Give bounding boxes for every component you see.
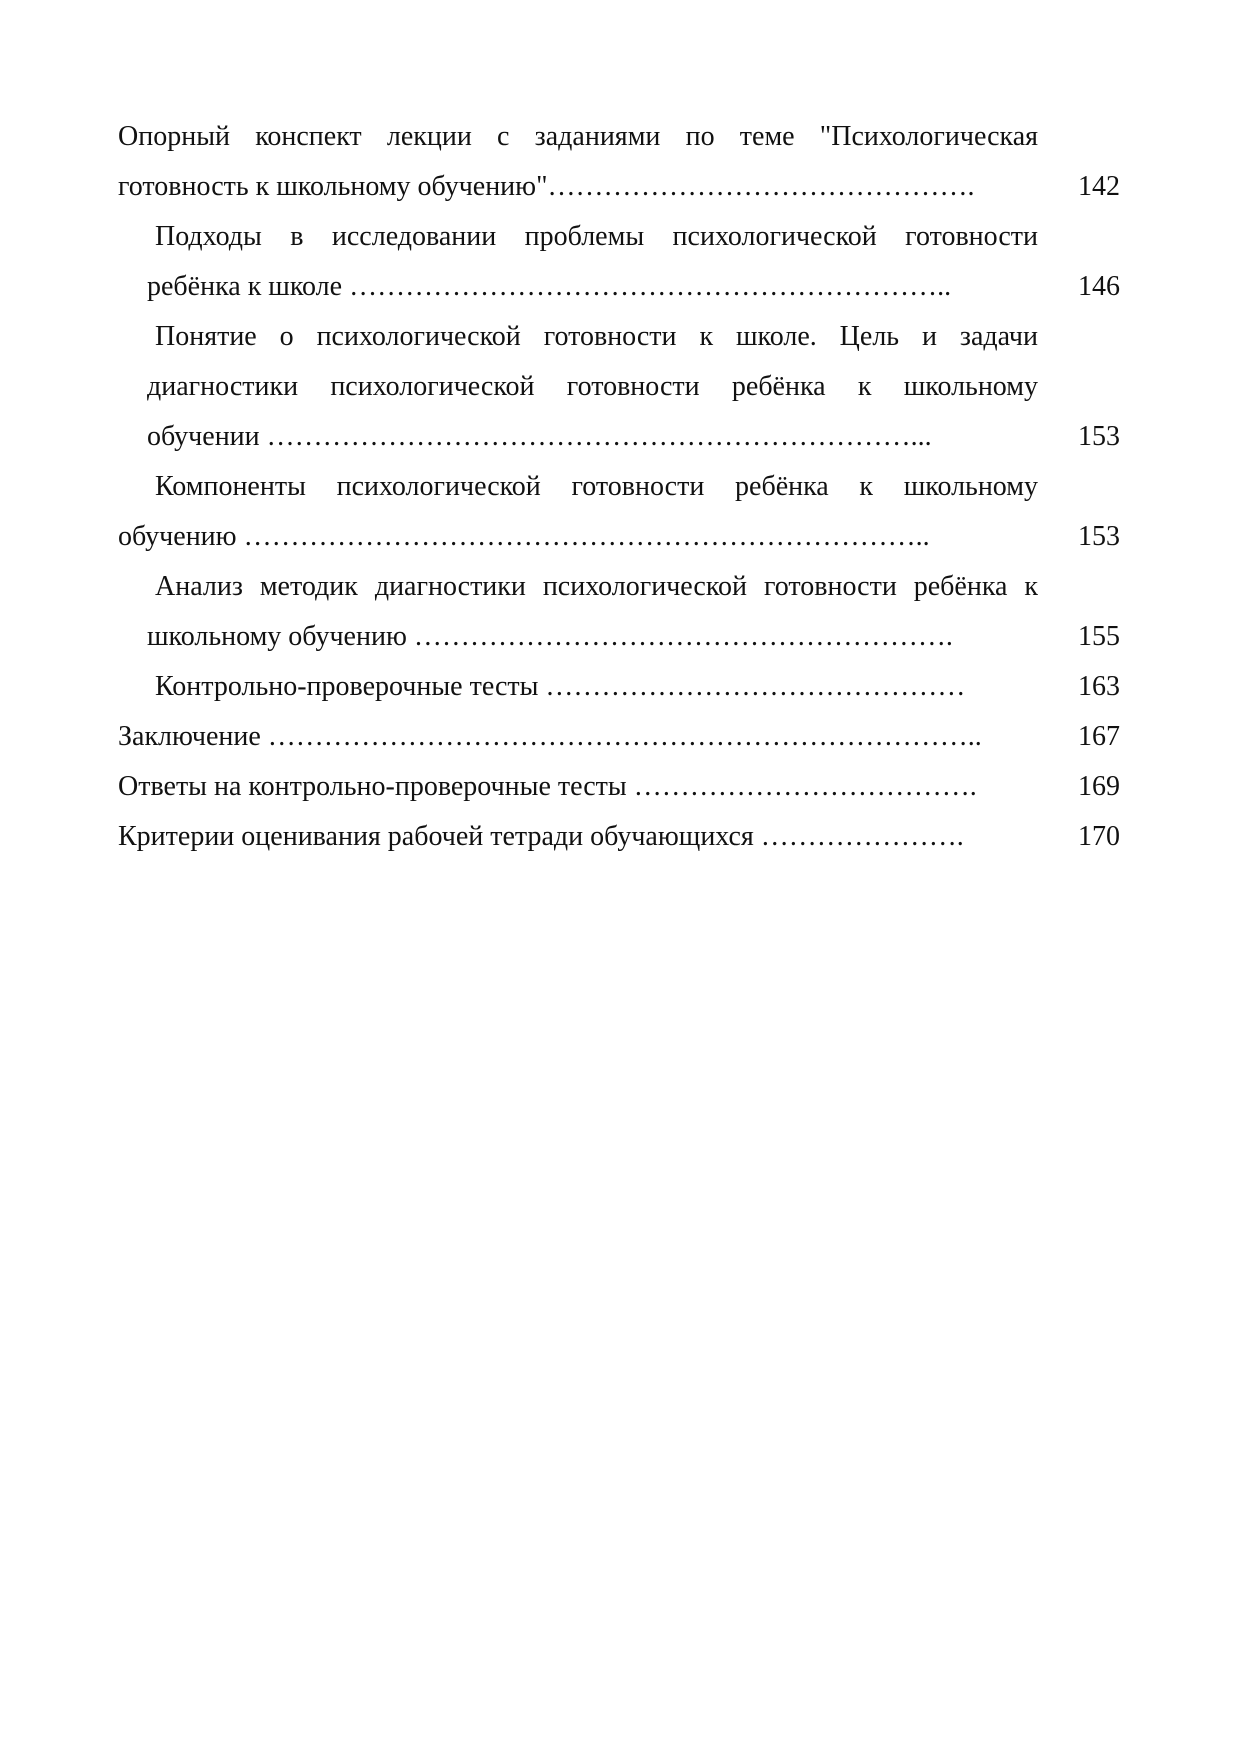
toc-page-number: 169 [1078, 771, 1120, 802]
toc-page-number: 170 [1078, 821, 1120, 852]
toc-entry-text: обучении ……………………………………………………………... [147, 421, 932, 452]
toc-entry-text: ребёнка к школе ……………………………………………………….. [147, 271, 952, 302]
toc-page-number: 163 [1078, 671, 1120, 702]
toc-entry-text: Анализ методик диагностики психологической готовности ребёнка к [155, 571, 1038, 602]
toc-page-number: 167 [1078, 721, 1120, 752]
toc-entry-text: школьному обучению …………………………………………………. [147, 621, 953, 652]
toc-entry-text: Критерии оценивания рабочей тетради обучающихся …………………. [118, 821, 964, 852]
toc-entry-text: Подходы в исследовании проблемы психологической готовности [155, 221, 1038, 252]
toc-page-number: 153 [1078, 421, 1120, 452]
toc-page-number: 155 [1078, 621, 1120, 652]
toc-entry-text: Ответы на контрольно-проверочные тесты ………………………………. [118, 771, 977, 802]
toc-page-number: 142 [1078, 171, 1120, 202]
toc-entry-text: Заключение ………………………………………………………………….. [118, 721, 982, 752]
toc-entry-text: Опорный конспект лекции с заданиями по теме "Психологическая [118, 121, 1038, 152]
toc-page-number: 153 [1078, 521, 1120, 552]
toc-entry-text: обучению ……………………………………………………………….. [118, 521, 930, 552]
toc-entry-text: Контрольно-проверочные тесты ……………………………………… [155, 671, 966, 702]
toc-entry-text: диагностики психологической готовности ребёнка к школьному [147, 371, 1038, 402]
toc-entry-text: готовность к школьному обучению"………………………………………. [118, 171, 975, 202]
toc-entry-text: Компоненты психологической готовности ребёнка к школьному [155, 471, 1038, 502]
toc-entry-text: Понятие о психологической готовности к школе. Цель и задачи [155, 321, 1038, 352]
toc-page-number: 146 [1078, 271, 1120, 302]
